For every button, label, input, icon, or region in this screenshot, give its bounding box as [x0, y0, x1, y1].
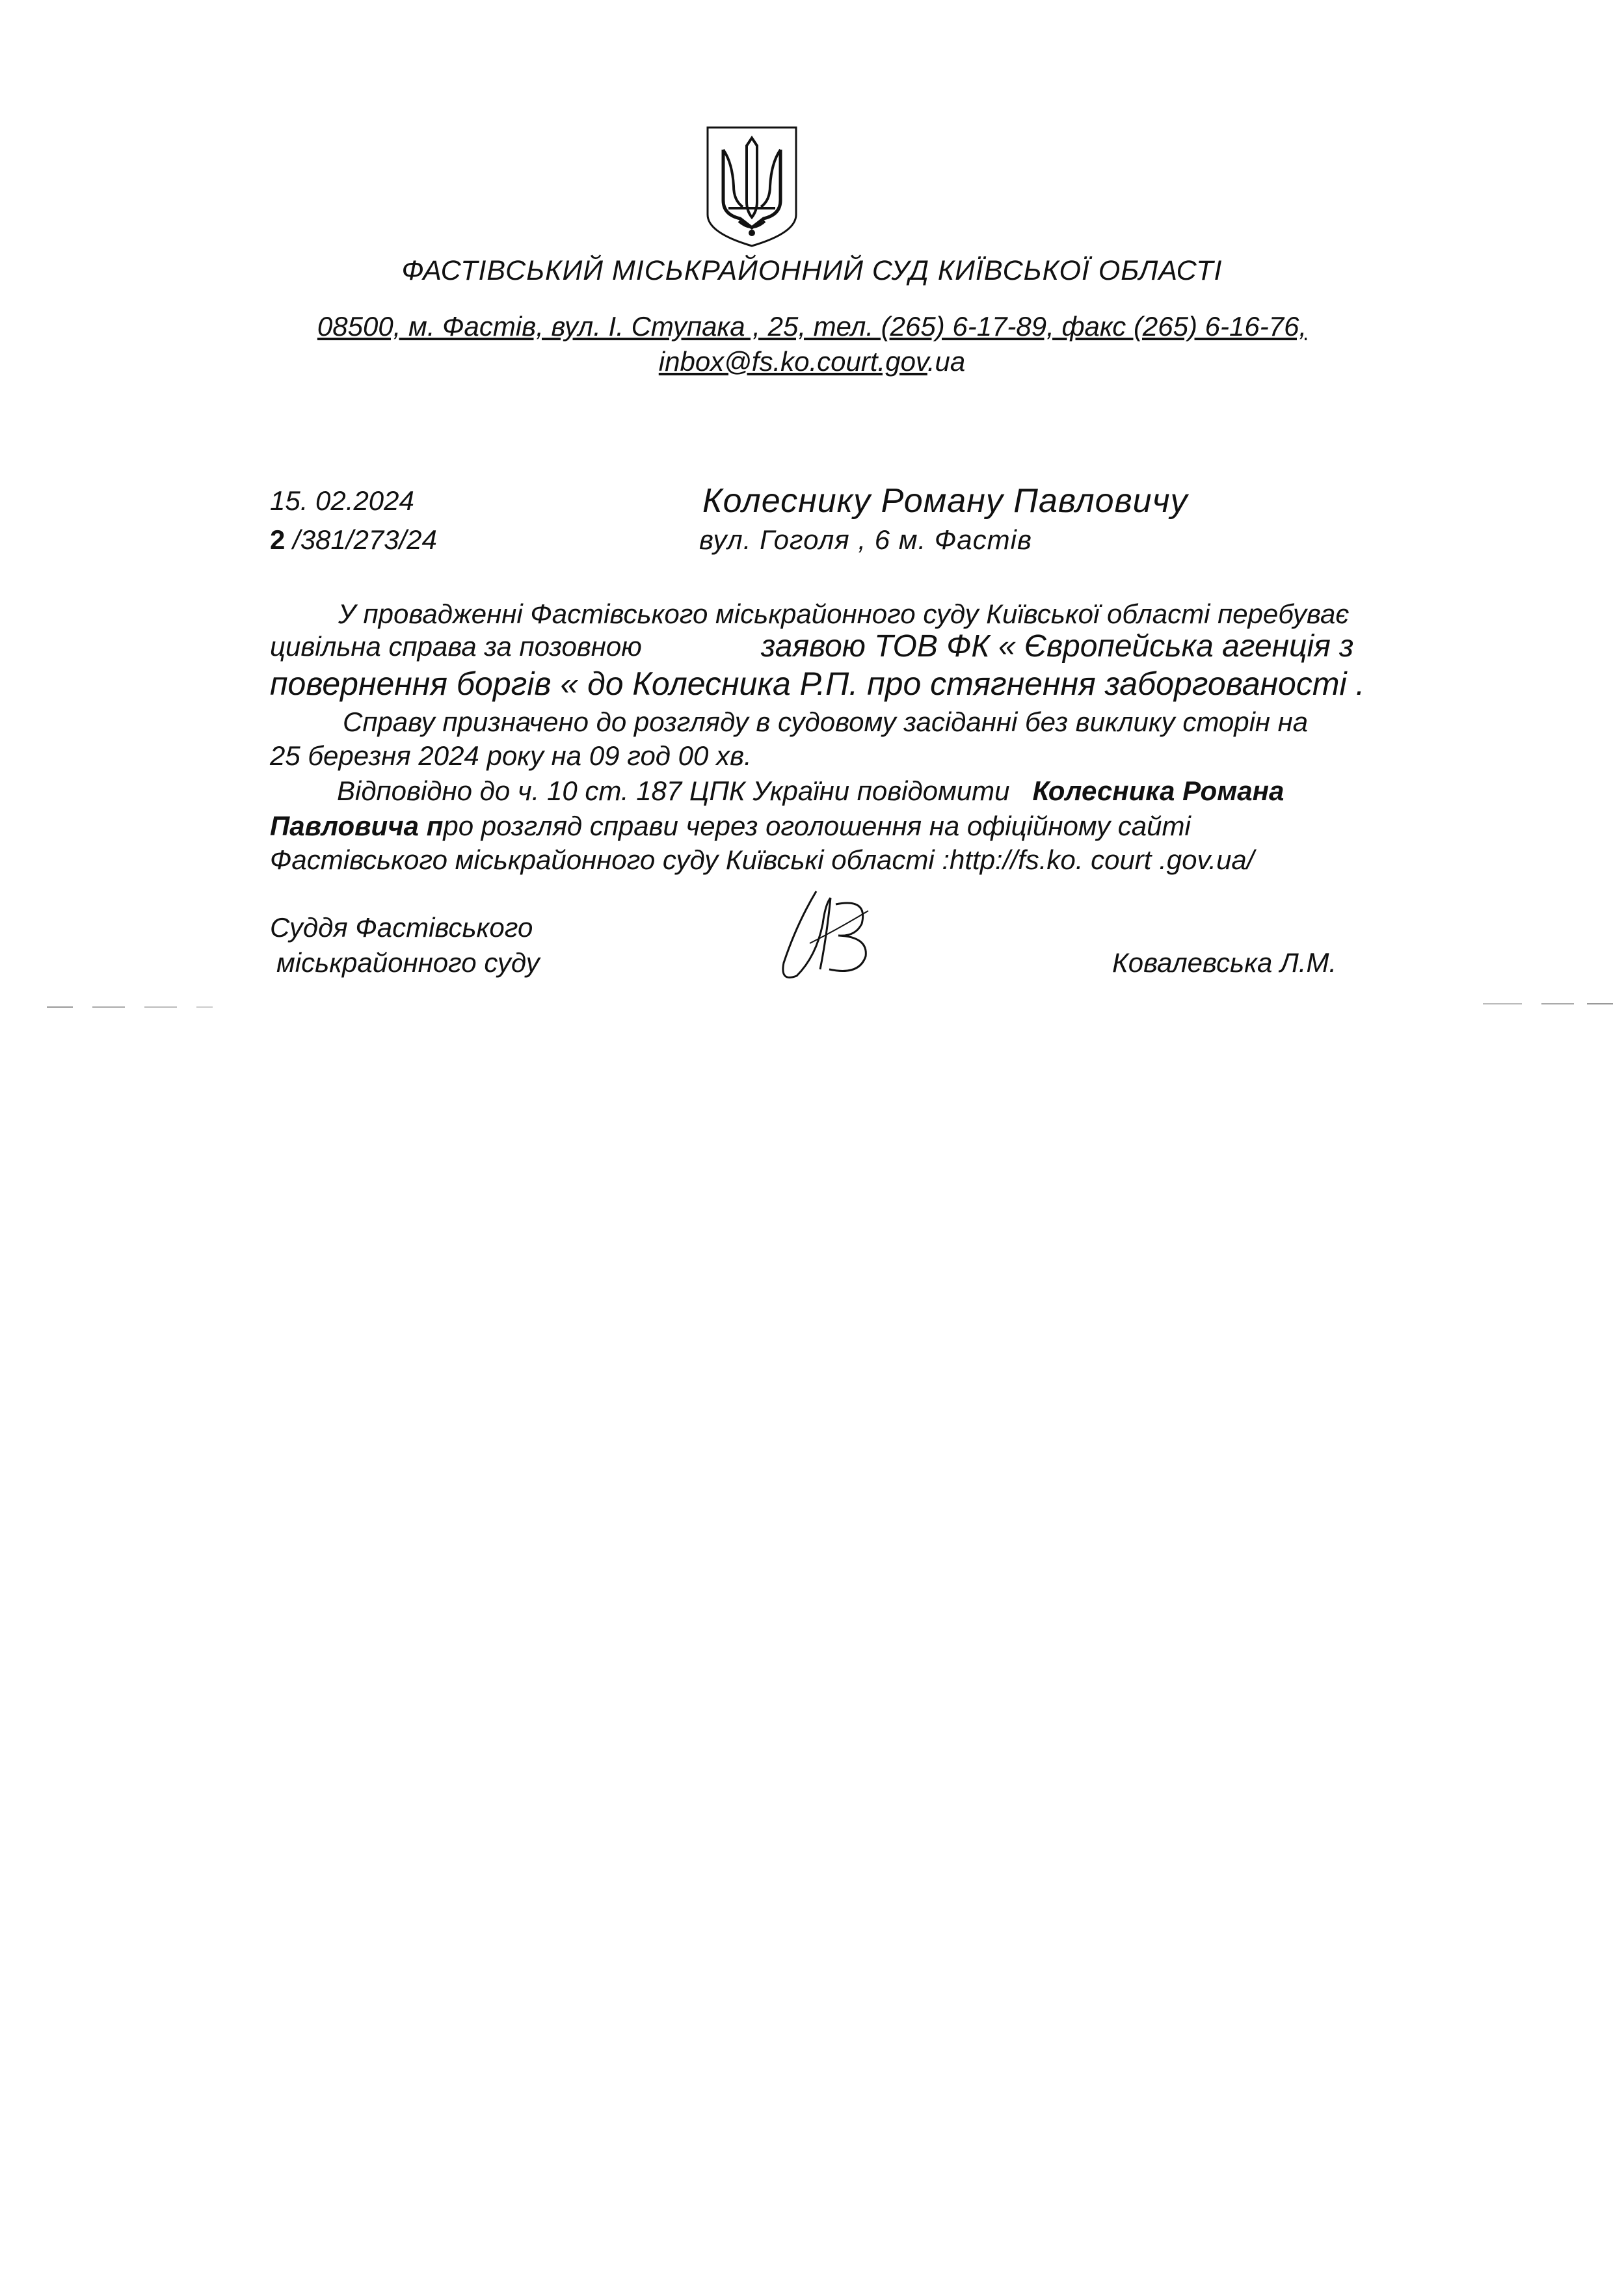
body-line-4: Справу призначено до розгляду в судовому засіданні без виклику сторін на — [343, 707, 1309, 737]
court-name: ФАСТІВСЬКИЙ МІСЬКРАЙОННИЙ СУД КИЇВСЬКОЇ ОБЛАСТІ — [401, 255, 1223, 286]
body-line-6-bold: Колесника Романа — [1032, 775, 1285, 806]
document-number-rest: /381/273/24 — [285, 524, 437, 555]
document-number-bold: 2 — [270, 524, 286, 555]
body-line-1: У провадженні Фастівського міськрайонного суду Київської області перебуває — [338, 599, 1350, 629]
body-line-6 — [337, 775, 1284, 807]
judge-title-line-2: міськрайонного суду — [276, 947, 540, 978]
court-address — [0, 311, 1624, 342]
judge-title-line-1: Суддя Фастівського — [270, 912, 533, 943]
scan-artifact-right — [1483, 1002, 1613, 1006]
body-line-7 — [270, 811, 1191, 842]
document-number — [270, 524, 437, 556]
recipient-address: вул. Гоголя , 6 м. Фастів — [699, 524, 1032, 555]
body-line-6-text: Відповідно до ч. 10 ст. 187 ЦПК України повідомити — [337, 775, 1010, 806]
body-line-5: 25 березня 2024 року на 09 год 00 хв. — [270, 740, 752, 771]
court-email-link[interactable]: inbox@fs.ko.court.gov — [658, 346, 927, 377]
body-line-2a: цивільна справа за позовною — [270, 631, 642, 662]
body-line-2b: заявою ТОВ ФК « Європейська агенція з — [761, 629, 1354, 664]
body-line-7-bold: Павловича п — [270, 811, 444, 841]
body-line-8: Фастівського міськрайонного суду Київські області :http://fs.ko. court .gov.ua/ — [270, 844, 1255, 875]
court-address-text: 08500, м. Фастів, вул. І. Ступака , 25, тел. (265) 6-17-89, факс (265) 6-16-76, — [317, 311, 1307, 342]
scan-artifact-left — [47, 1005, 216, 1009]
trident-emblem-icon — [704, 124, 800, 249]
court-email[interactable] — [0, 346, 1624, 377]
court-email-suffix: .ua — [927, 346, 966, 377]
body-line-3: повернення боргів « до Колесника Р.П. про стягнення заборгованості . — [270, 666, 1365, 702]
body-line-7-text: ро розгляд справи через оголошення на офіційному сайті — [443, 811, 1191, 841]
document-date: 15. 02.2024 — [270, 485, 414, 516]
handwritten-signature — [771, 885, 881, 989]
recipient-name: Колеснику Роману Павловичу — [702, 482, 1188, 520]
judge-name: Ковалевська Л.М. — [1112, 947, 1337, 978]
